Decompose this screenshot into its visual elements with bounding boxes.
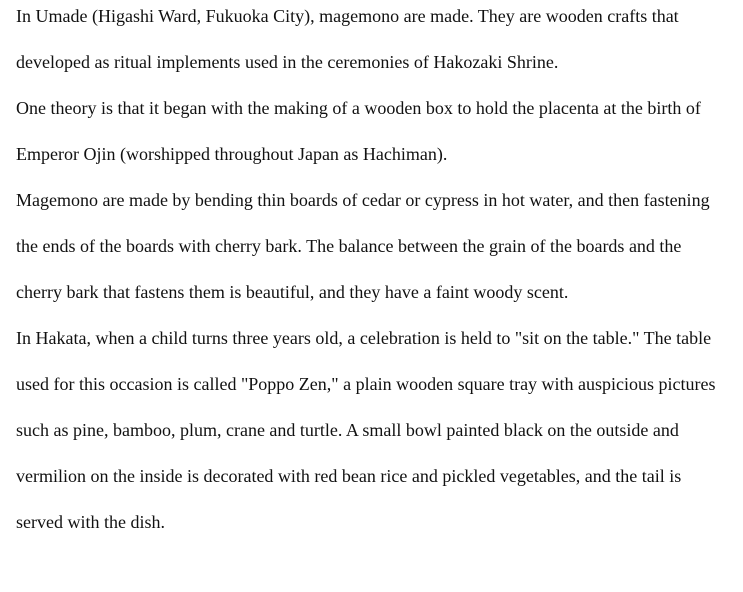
document-body bbox=[16, 0, 731, 552]
paragraph-magemono-origin: In Umade (Higashi Ward, Fukuoka City), magemono are made. They are wooden crafts that developed as ritual implements used in the ceremonies of Hakozaki Shrine. bbox=[16, 6, 679, 72]
paragraph-emperor-ojin: One theory is that it began with the making of a wooden box to hold the placenta at the birth of Emperor Ojin (worshipped throughout Japan as Hachiman). bbox=[16, 98, 701, 164]
paragraph-poppo-zen: In Hakata, when a child turns three years old, a celebration is held to "sit on the table." The table used for this occasion is called "Poppo Zen," a plain wooden square tray with auspicious pictures such as pine, bamboo, plum, crane and turtle. A small bowl painted black on the outside and vermilion on the inside is decorated with red bean rice and pickled vegetables, and the tail is served with the dish. bbox=[16, 328, 716, 532]
paragraph-making-process: Magemono are made by bending thin boards of cedar or cypress in hot water, and then fastening the ends of the boards with cherry bark. The balance between the grain of the boards and the cherry bark that fastens them is beautiful, and they have a faint woody scent. bbox=[16, 190, 710, 302]
